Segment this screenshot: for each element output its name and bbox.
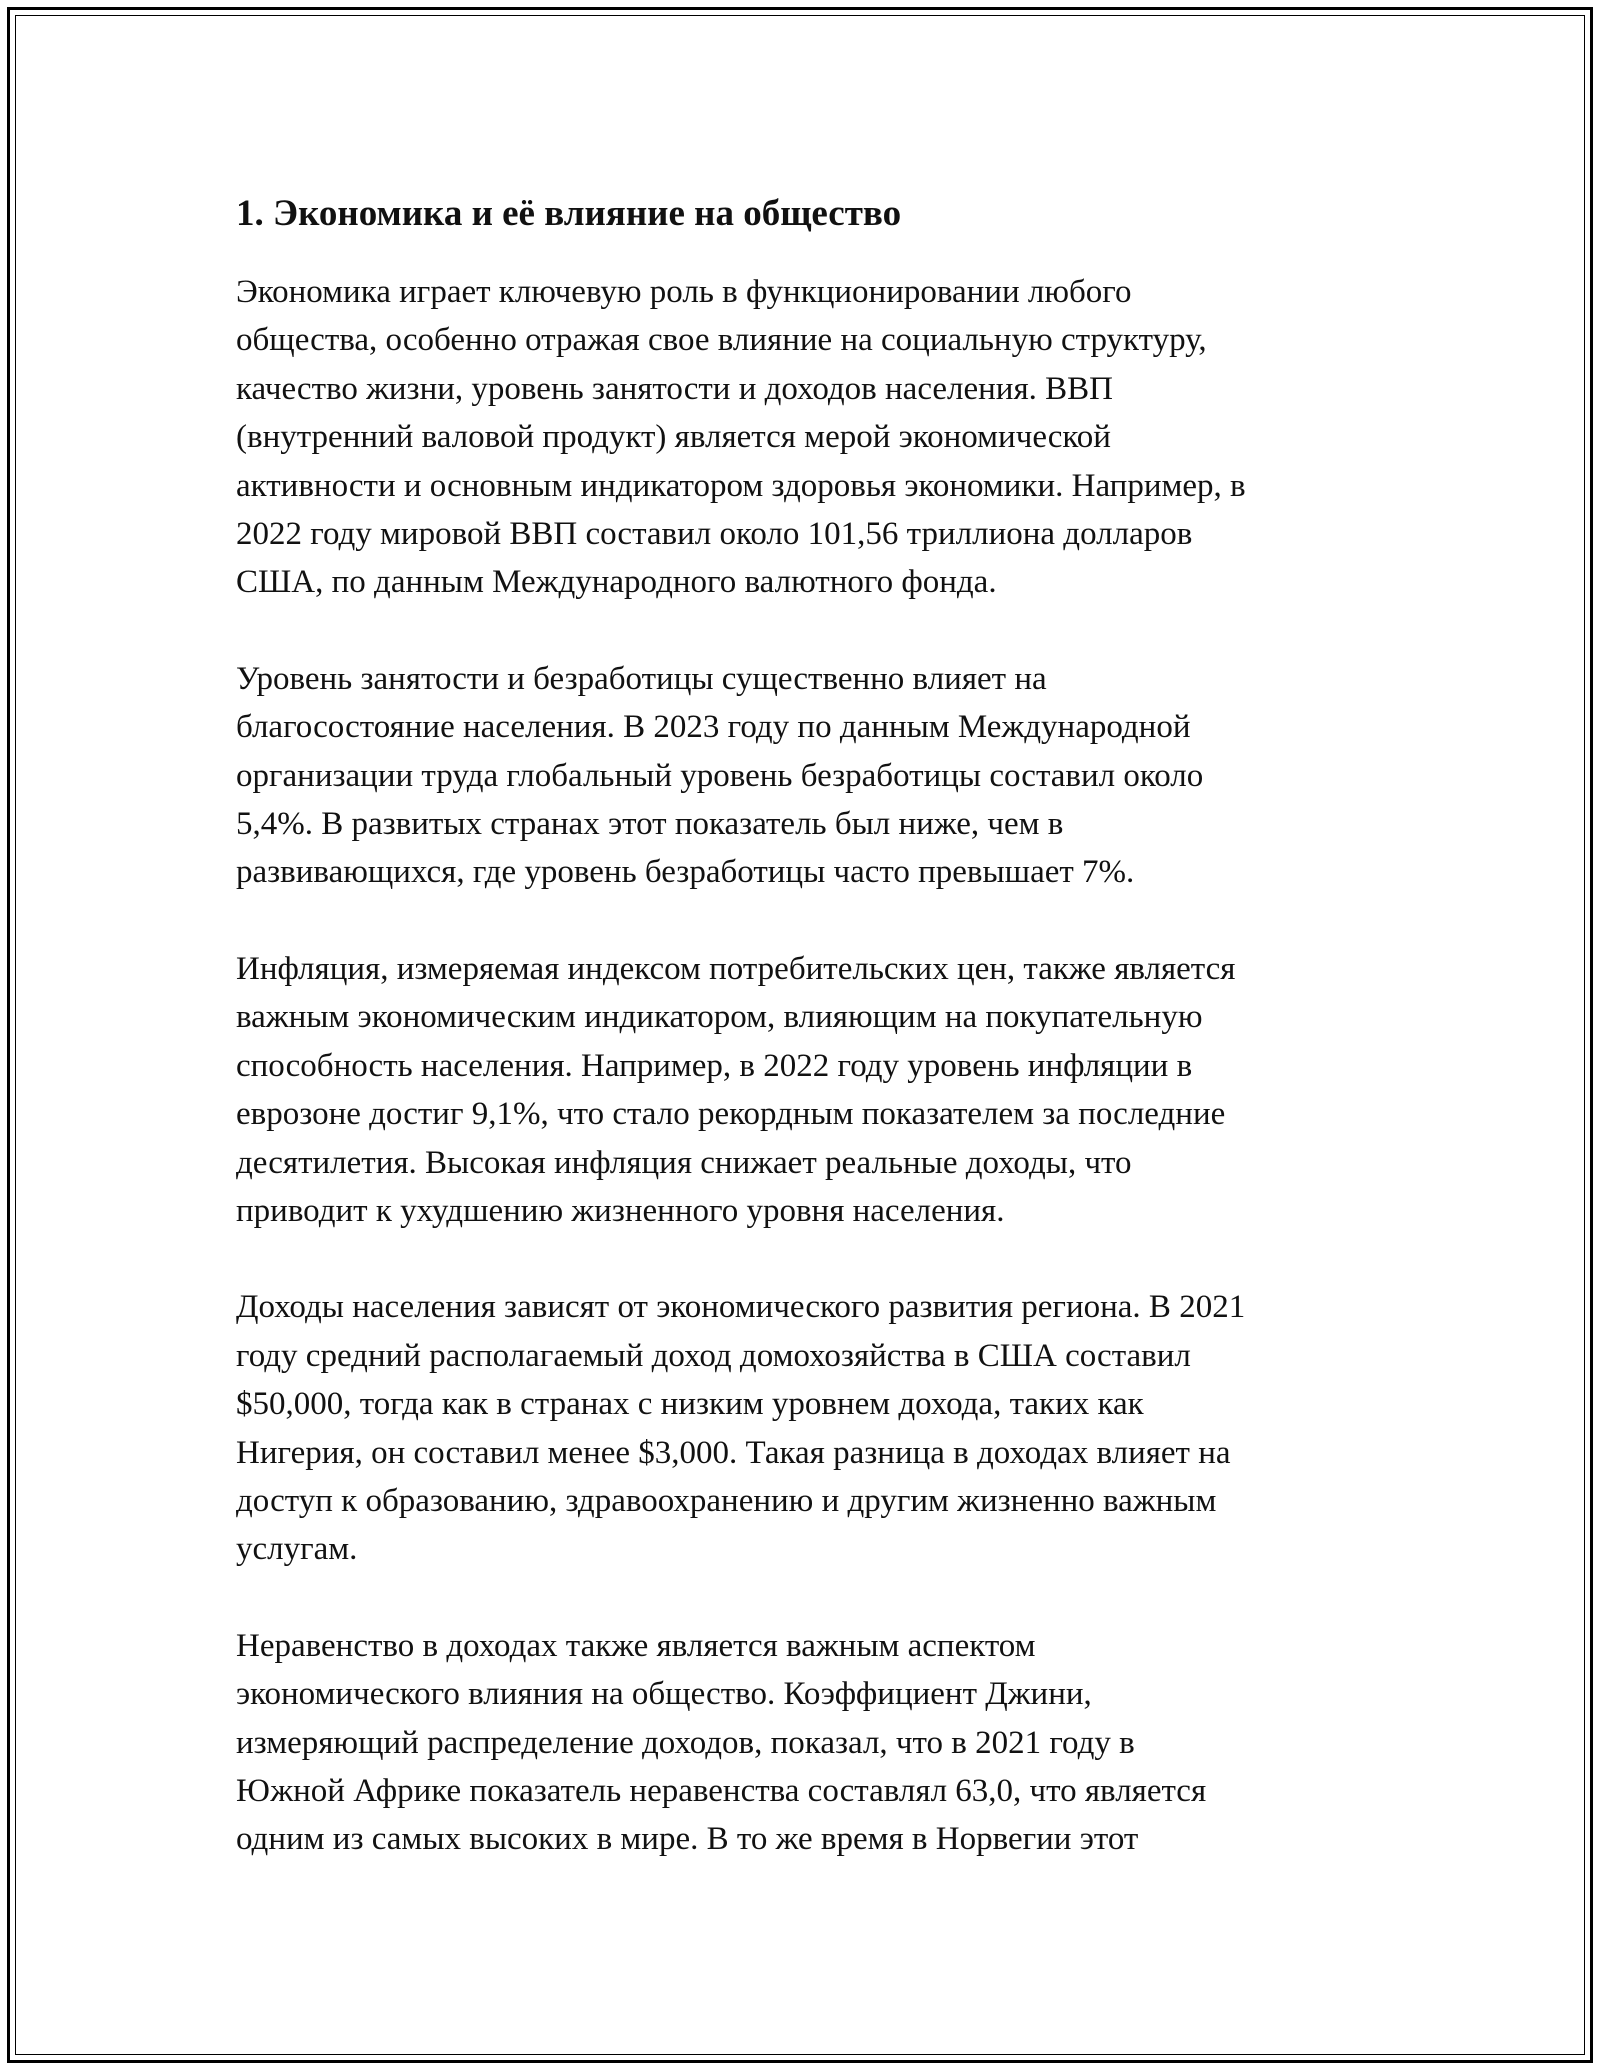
text-line: приводит к ухудшению жизненного уровня населения.: [236, 1192, 1005, 1229]
text-line: активности и основным индикатором здоровья экономики. Например, в: [236, 467, 1246, 504]
text-line: способность населения. Например, в 2022 году уровень инфляции в: [236, 1047, 1193, 1084]
text-line: США, по данным Международного валютного фонда.: [236, 564, 997, 601]
text-line: общества, особенно отражая свое влияние на социальную структуру,: [236, 322, 1207, 359]
text-line: благосостояние населения. В 2023 году по данным Международной: [236, 709, 1191, 746]
text-line: Нигерия, он составил менее $3,000. Такая разница в доходах влияет на: [236, 1434, 1231, 1471]
text-line: еврозоне достиг 9,1%, что стало рекордным показателем за последние: [236, 1096, 1226, 1133]
section-heading: 1. Экономика и её влияние на общество: [236, 193, 902, 234]
paragraph-inflation: [236, 945, 1366, 1235]
text-line: развивающихся, где уровень безработицы часто превышает 7%.: [236, 854, 1135, 891]
text-line: важным экономическим индикатором, влияющим на покупательную: [236, 999, 1203, 1036]
text-line: Экономика играет ключевую роль в функционировании любого: [236, 274, 1132, 310]
text-line: экономического влияния на общество. Коэффициент Джини,: [236, 1676, 1092, 1713]
text-line: (внутренний валовой продукт) является мерой экономической: [236, 419, 1111, 456]
paragraph-income: [236, 1283, 1366, 1573]
text-line: десятилетия. Высокая инфляция снижает реальные доходы, что: [236, 1144, 1132, 1181]
document-body: [236, 188, 1366, 1912]
text-line: Уровень занятости и безработицы существенно влияет на: [236, 660, 1047, 697]
text-line: 2022 году мировой ВВП составил около 101,56 триллиона долларов: [236, 516, 1193, 553]
text-line: Южной Африке показатель неравенства составлял 63,0, что является: [236, 1772, 1207, 1809]
text-line: $50,000, тогда как в странах с низким уровнем дохода, таких как: [236, 1386, 1144, 1423]
text-line: Инфляция, измеряемая индексом потребительских цен, также является: [236, 950, 1236, 987]
paragraph-employment: [236, 655, 1366, 897]
text-line: измеряющий распределение доходов, показал, что в 2021 году в: [236, 1724, 1135, 1761]
text-line: Доходы населения зависят от экономического развития региона. В 2021: [236, 1289, 1246, 1326]
paragraph-inequality: [236, 1622, 1366, 1864]
text-line: году средний располагаемый доход домохозяйства в США составил: [236, 1337, 1191, 1374]
text-line: доступ к образованию, здравоохранению и другим жизненно важным: [236, 1482, 1217, 1519]
text-line: качество жизни, уровень занятости и доходов населения. ВВП: [236, 370, 1113, 407]
text-line: 5,4%. В развитых странах этот показатель был ниже, чем в: [236, 806, 1064, 843]
text-line: одним из самых высоких в мире. В то же время в Норвегии этот: [236, 1821, 1139, 1858]
text-line: Неравенство в доходах также является важным аспектом: [236, 1627, 1036, 1664]
paragraph-economy-overview: [236, 268, 1366, 607]
text-line: услугам.: [236, 1531, 358, 1568]
text-line: организации труда глобальный уровень безработицы составил около: [236, 757, 1204, 794]
